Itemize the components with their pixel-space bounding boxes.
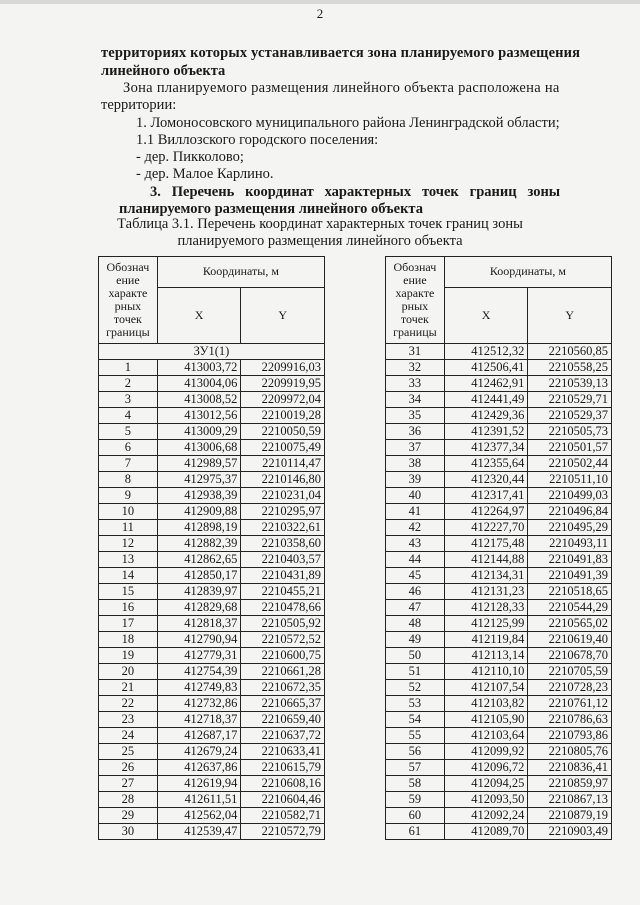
point-number: 35 — [386, 408, 445, 424]
table-row — [386, 392, 612, 408]
y-coordinate: 2210805,76 — [528, 744, 612, 760]
table-row — [386, 536, 612, 552]
point-number: 43 — [386, 536, 445, 552]
heading-continuation-line2: линейного объекта — [101, 63, 226, 79]
point-number: 45 — [386, 568, 445, 584]
table-row — [99, 424, 325, 440]
point-number: 10 — [99, 504, 158, 520]
y-coordinate: 2210539,13 — [528, 376, 612, 392]
y-coordinate: 2210560,85 — [528, 344, 612, 360]
point-number: 50 — [386, 648, 445, 664]
y-coordinate: 2210493,11 — [528, 536, 612, 552]
table-row — [99, 696, 325, 712]
x-coordinate: 412790,94 — [157, 632, 241, 648]
point-number: 34 — [386, 392, 445, 408]
point-number: 17 — [99, 616, 158, 632]
table-row — [99, 456, 325, 472]
table-row — [386, 632, 612, 648]
point-number: 57 — [386, 760, 445, 776]
heading-continuation-line1: территориях которых устанавливается зона планируемого размещения — [101, 45, 581, 61]
table-row — [99, 632, 325, 648]
x-coordinate: 412512,32 — [444, 344, 528, 360]
y-coordinate: 2210903,49 — [528, 824, 612, 840]
point-number: 28 — [99, 792, 158, 808]
point-number: 53 — [386, 696, 445, 712]
point-number: 55 — [386, 728, 445, 744]
x-coordinate: 412317,41 — [444, 488, 528, 504]
y-coordinate: 2210455,21 — [241, 584, 325, 600]
x-coordinate: 412107,54 — [444, 680, 528, 696]
y-coordinate: 2210491,83 — [528, 552, 612, 568]
table-row — [386, 360, 612, 376]
x-coordinate: 412355,64 — [444, 456, 528, 472]
x-coordinate: 412619,94 — [157, 776, 241, 792]
y-coordinate: 2210050,59 — [241, 424, 325, 440]
point-number: 56 — [386, 744, 445, 760]
y-coordinate: 2210615,79 — [241, 760, 325, 776]
x-coordinate: 412989,57 — [157, 456, 241, 472]
table-row — [99, 504, 325, 520]
point-number: 26 — [99, 760, 158, 776]
y-coordinate: 2210501,57 — [528, 440, 612, 456]
x-coordinate: 413006,68 — [157, 440, 241, 456]
table-row — [99, 472, 325, 488]
y-coordinate: 2210491,39 — [528, 568, 612, 584]
x-coordinate: 412128,33 — [444, 600, 528, 616]
x-coordinate: 412096,72 — [444, 760, 528, 776]
table-row — [386, 552, 612, 568]
table-row — [99, 808, 325, 824]
y-coordinate: 2209916,03 — [241, 360, 325, 376]
y-coordinate: 2210019,28 — [241, 408, 325, 424]
point-number: 30 — [99, 824, 158, 840]
table-row — [386, 712, 612, 728]
coordinates-header: Координаты, м — [157, 257, 324, 288]
x-coordinate: 412539,47 — [157, 824, 241, 840]
point-number: 8 — [99, 472, 158, 488]
point-number: 46 — [386, 584, 445, 600]
x-coordinate: 412637,86 — [157, 760, 241, 776]
table-row — [386, 664, 612, 680]
point-number: 21 — [99, 680, 158, 696]
y-coordinate: 2210499,03 — [528, 488, 612, 504]
coordinates-table-right — [385, 256, 612, 840]
table-row — [99, 616, 325, 632]
table-row — [99, 744, 325, 760]
x-coordinate: 412829,68 — [157, 600, 241, 616]
point-number: 38 — [386, 456, 445, 472]
point-number: 39 — [386, 472, 445, 488]
y-coordinate: 2210659,40 — [241, 712, 325, 728]
table-row — [99, 520, 325, 536]
x-coordinate: 412562,04 — [157, 808, 241, 824]
x-coordinate: 412105,90 — [444, 712, 528, 728]
point-number: 25 — [99, 744, 158, 760]
group-label: ЗУ1(1) — [99, 344, 325, 360]
x-coordinate: 412679,24 — [157, 744, 241, 760]
y-coordinate: 2210544,29 — [528, 600, 612, 616]
y-coordinate: 2210114,47 — [241, 456, 325, 472]
point-number: 18 — [99, 632, 158, 648]
point-number: 58 — [386, 776, 445, 792]
table-row — [99, 712, 325, 728]
table-row — [99, 392, 325, 408]
x-coordinate: 412320,44 — [444, 472, 528, 488]
coordinates-header: Координаты, м — [444, 257, 611, 288]
table-row — [386, 440, 612, 456]
table-row — [386, 760, 612, 776]
point-number: 6 — [99, 440, 158, 456]
section-3-title-line2: планируемого размещения линейного объекта — [119, 201, 423, 217]
point-number: 47 — [386, 600, 445, 616]
y-coordinate: 2210572,79 — [241, 824, 325, 840]
table-row — [99, 360, 325, 376]
y-coordinate: 2210505,92 — [241, 616, 325, 632]
x-coordinate: 412687,17 — [157, 728, 241, 744]
point-number: 7 — [99, 456, 158, 472]
table-row — [386, 824, 612, 840]
y-coordinate: 2210075,49 — [241, 440, 325, 456]
y-header: Y — [241, 287, 325, 343]
y-coordinate: 2210529,37 — [528, 408, 612, 424]
point-column-header: Обознач ение характе рных точек границы — [99, 257, 158, 344]
point-number: 42 — [386, 520, 445, 536]
coordinates-table-left — [98, 256, 325, 840]
x-coordinate: 412429,36 — [444, 408, 528, 424]
point-number: 44 — [386, 552, 445, 568]
table-row — [99, 488, 325, 504]
x-coordinate: 412754,39 — [157, 664, 241, 680]
point-column-header: Обознач ение характе рных точек границы — [386, 257, 445, 344]
x-coordinate: 412611,51 — [157, 792, 241, 808]
point-number: 1 — [99, 360, 158, 376]
point-number: 24 — [99, 728, 158, 744]
y-coordinate: 2210322,61 — [241, 520, 325, 536]
table-row — [386, 616, 612, 632]
point-number: 23 — [99, 712, 158, 728]
table-row — [99, 792, 325, 808]
y-coordinate: 2210836,41 — [528, 760, 612, 776]
point-number: 3 — [99, 392, 158, 408]
table-row — [386, 456, 612, 472]
x-coordinate: 413009,29 — [157, 424, 241, 440]
point-number: 9 — [99, 488, 158, 504]
zone-item-1-1: 1.1 Виллозского городского поселения: — [136, 132, 379, 148]
x-coordinate: 412882,39 — [157, 536, 241, 552]
point-number: 16 — [99, 600, 158, 616]
x-coordinate: 412110,10 — [444, 664, 528, 680]
point-number: 52 — [386, 680, 445, 696]
table-row — [386, 792, 612, 808]
y-coordinate: 2210582,71 — [241, 808, 325, 824]
point-number: 60 — [386, 808, 445, 824]
x-coordinate: 412839,97 — [157, 584, 241, 600]
y-header: Y — [528, 287, 612, 343]
table-row — [386, 600, 612, 616]
y-coordinate: 2210608,16 — [241, 776, 325, 792]
scan-edge — [0, 0, 640, 4]
table-row — [99, 648, 325, 664]
x-coordinate: 412113,14 — [444, 648, 528, 664]
y-coordinate: 2210879,19 — [528, 808, 612, 824]
x-coordinate: 412119,84 — [444, 632, 528, 648]
y-coordinate: 2210565,02 — [528, 616, 612, 632]
table-row — [386, 696, 612, 712]
x-header: X — [444, 287, 528, 343]
table-row — [99, 568, 325, 584]
x-coordinate: 412264,97 — [444, 504, 528, 520]
point-number: 19 — [99, 648, 158, 664]
y-coordinate: 2210633,41 — [241, 744, 325, 760]
y-coordinate: 2210665,37 — [241, 696, 325, 712]
table-row — [386, 488, 612, 504]
table-row — [386, 776, 612, 792]
section-3-title-line1: 3. Перечень координат характерных точек границ зоны — [150, 184, 561, 200]
table-row — [386, 472, 612, 488]
point-number: 22 — [99, 696, 158, 712]
x-coordinate: 412175,48 — [444, 536, 528, 552]
y-coordinate: 2210661,28 — [241, 664, 325, 680]
village-pikkolovo: - дер. Пикколово; — [136, 149, 244, 165]
x-coordinate: 412749,83 — [157, 680, 241, 696]
x-coordinate: 412099,92 — [444, 744, 528, 760]
point-number: 36 — [386, 424, 445, 440]
x-coordinate: 412938,39 — [157, 488, 241, 504]
x-coordinate: 412125,99 — [444, 616, 528, 632]
y-coordinate: 2210505,73 — [528, 424, 612, 440]
table-row — [99, 824, 325, 840]
point-number: 40 — [386, 488, 445, 504]
y-coordinate: 2210619,40 — [528, 632, 612, 648]
point-number: 5 — [99, 424, 158, 440]
y-coordinate: 2210495,29 — [528, 520, 612, 536]
x-coordinate: 412092,24 — [444, 808, 528, 824]
table-row — [99, 680, 325, 696]
zone-item-1: 1. Ломоносовского муниципального района Ленинградской области; — [136, 115, 560, 131]
y-coordinate: 2210600,75 — [241, 648, 325, 664]
x-header: X — [157, 287, 241, 343]
y-coordinate: 2210496,84 — [528, 504, 612, 520]
y-coordinate: 2210358,60 — [241, 536, 325, 552]
y-coordinate: 2210604,46 — [241, 792, 325, 808]
zone-text-line2: территории: — [101, 97, 177, 113]
x-coordinate: 412732,86 — [157, 696, 241, 712]
point-number: 61 — [386, 824, 445, 840]
table-row — [99, 536, 325, 552]
x-coordinate: 412089,70 — [444, 824, 528, 840]
x-coordinate: 412818,37 — [157, 616, 241, 632]
y-coordinate: 2210859,97 — [528, 776, 612, 792]
y-coordinate: 2210295,97 — [241, 504, 325, 520]
point-number: 4 — [99, 408, 158, 424]
table-row — [386, 648, 612, 664]
table-row — [99, 728, 325, 744]
table-row — [386, 568, 612, 584]
y-coordinate: 2210431,89 — [241, 568, 325, 584]
y-coordinate: 2210511,10 — [528, 472, 612, 488]
y-coordinate: 2210672,35 — [241, 680, 325, 696]
x-coordinate: 412779,31 — [157, 648, 241, 664]
table-caption-line2: планируемого размещения линейного объекта — [177, 233, 463, 249]
page-number: 2 — [316, 6, 324, 21]
y-coordinate: 2210705,59 — [528, 664, 612, 680]
table-row — [386, 728, 612, 744]
table-row — [386, 376, 612, 392]
y-coordinate: 2210793,86 — [528, 728, 612, 744]
point-number: 14 — [99, 568, 158, 584]
x-coordinate: 412462,91 — [444, 376, 528, 392]
table-row — [386, 344, 612, 360]
y-coordinate: 2210786,63 — [528, 712, 612, 728]
point-number: 20 — [99, 664, 158, 680]
point-number: 59 — [386, 792, 445, 808]
y-coordinate: 2210558,25 — [528, 360, 612, 376]
table-row — [386, 424, 612, 440]
table-row — [99, 664, 325, 680]
x-coordinate: 412441,49 — [444, 392, 528, 408]
point-number: 15 — [99, 584, 158, 600]
y-coordinate: 2210678,70 — [528, 648, 612, 664]
point-number: 31 — [386, 344, 445, 360]
point-number: 29 — [99, 808, 158, 824]
x-coordinate: 412718,37 — [157, 712, 241, 728]
x-coordinate: 412227,70 — [444, 520, 528, 536]
village-maloe-karlino: - дер. Малое Карлино. — [136, 166, 274, 182]
y-coordinate: 2209919,95 — [241, 376, 325, 392]
x-coordinate: 413008,52 — [157, 392, 241, 408]
table-row — [386, 744, 612, 760]
y-coordinate: 2210867,13 — [528, 792, 612, 808]
y-coordinate: 2210478,66 — [241, 600, 325, 616]
x-coordinate: 412850,17 — [157, 568, 241, 584]
point-number: 48 — [386, 616, 445, 632]
x-coordinate: 413003,72 — [157, 360, 241, 376]
point-number: 33 — [386, 376, 445, 392]
table-row — [99, 440, 325, 456]
table-row — [99, 376, 325, 392]
y-coordinate: 2210728,23 — [528, 680, 612, 696]
point-number: 51 — [386, 664, 445, 680]
x-coordinate: 412144,88 — [444, 552, 528, 568]
point-number: 2 — [99, 376, 158, 392]
x-coordinate: 413004,06 — [157, 376, 241, 392]
point-number: 49 — [386, 632, 445, 648]
x-coordinate: 412909,88 — [157, 504, 241, 520]
table-row — [99, 408, 325, 424]
y-coordinate: 2210761,12 — [528, 696, 612, 712]
y-coordinate: 2210146,80 — [241, 472, 325, 488]
table-row — [99, 760, 325, 776]
table-row — [99, 600, 325, 616]
x-coordinate: 412103,64 — [444, 728, 528, 744]
table-row — [99, 776, 325, 792]
x-coordinate: 412975,37 — [157, 472, 241, 488]
table-row — [386, 504, 612, 520]
table-row — [99, 552, 325, 568]
x-coordinate: 413012,56 — [157, 408, 241, 424]
x-coordinate: 412377,34 — [444, 440, 528, 456]
x-coordinate: 412862,65 — [157, 552, 241, 568]
x-coordinate: 412898,19 — [157, 520, 241, 536]
y-coordinate: 2210518,65 — [528, 584, 612, 600]
point-number: 54 — [386, 712, 445, 728]
x-coordinate: 412391,52 — [444, 424, 528, 440]
table-row — [386, 408, 612, 424]
y-coordinate: 2210403,57 — [241, 552, 325, 568]
x-coordinate: 412506,41 — [444, 360, 528, 376]
table-row — [386, 808, 612, 824]
table-row — [386, 680, 612, 696]
table-row — [386, 520, 612, 536]
x-coordinate: 412094,25 — [444, 776, 528, 792]
y-coordinate: 2210231,04 — [241, 488, 325, 504]
x-coordinate: 412134,31 — [444, 568, 528, 584]
x-coordinate: 412093,50 — [444, 792, 528, 808]
point-number: 32 — [386, 360, 445, 376]
x-coordinate: 412131,23 — [444, 584, 528, 600]
point-number: 11 — [99, 520, 158, 536]
x-coordinate: 412103,82 — [444, 696, 528, 712]
point-number: 41 — [386, 504, 445, 520]
y-coordinate: 2210502,44 — [528, 456, 612, 472]
y-coordinate: 2210572,52 — [241, 632, 325, 648]
point-number: 13 — [99, 552, 158, 568]
y-coordinate: 2209972,04 — [241, 392, 325, 408]
point-number: 27 — [99, 776, 158, 792]
y-coordinate: 2210637,72 — [241, 728, 325, 744]
table-row — [386, 584, 612, 600]
table-row — [99, 584, 325, 600]
table-caption-line1: Таблица 3.1. Перечень координат характерных точек границ зоны — [117, 216, 523, 232]
point-number: 37 — [386, 440, 445, 456]
point-number: 12 — [99, 536, 158, 552]
y-coordinate: 2210529,71 — [528, 392, 612, 408]
zone-text-line1: Зона планируемого размещения линейного объекта расположена на — [123, 80, 560, 96]
